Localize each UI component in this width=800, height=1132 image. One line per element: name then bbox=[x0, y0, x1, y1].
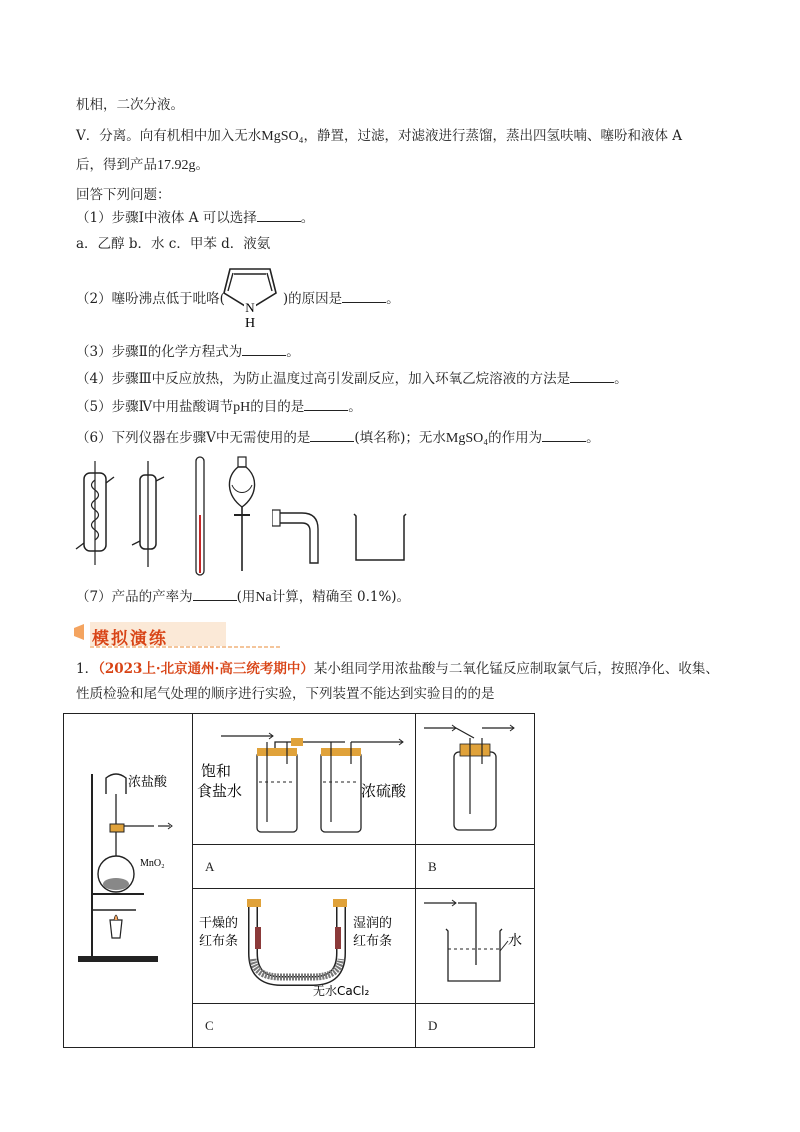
label-wet-1: 湿润的 bbox=[353, 916, 393, 931]
pyrrole-h: H bbox=[244, 316, 256, 329]
adapter-tube-icon bbox=[272, 505, 324, 565]
text-line-3: 后，得到产品17.92g。 bbox=[76, 157, 209, 173]
label-brine-1: 饱和 bbox=[201, 762, 232, 780]
gas-collection-bottle-icon bbox=[416, 714, 534, 840]
apparatus-grid bbox=[63, 713, 535, 1048]
answer-blank[interactable] bbox=[304, 398, 348, 411]
water-absorption-icon bbox=[416, 889, 534, 999]
option-d[interactable]: D bbox=[428, 1018, 438, 1033]
question-7: （7）产品的产率为 (用Na计算，精确至 0.1%)。 bbox=[76, 589, 411, 605]
option-c[interactable]: C bbox=[205, 1018, 214, 1033]
answer-blank[interactable] bbox=[342, 290, 386, 303]
answer-blank[interactable] bbox=[242, 343, 286, 356]
answer-prompt: 回答下列问题： bbox=[76, 187, 171, 203]
chlorine-generator-icon bbox=[64, 714, 192, 1024]
label-hcl: 浓盐酸 bbox=[128, 775, 168, 790]
answer-blank[interactable] bbox=[542, 429, 586, 442]
answer-blank[interactable] bbox=[570, 370, 614, 383]
label-dry-2: 红布条 bbox=[199, 934, 239, 949]
label-cacl2: 无水CaCl₂ bbox=[313, 984, 370, 998]
separatory-funnel-icon bbox=[222, 455, 262, 575]
label-dry-1: 干燥的 bbox=[199, 916, 239, 931]
answer-blank[interactable] bbox=[257, 209, 301, 222]
label-brine-2: 食盐水 bbox=[197, 782, 243, 800]
question-3: （3）步骤Ⅱ的化学方程式为 。 bbox=[76, 344, 300, 360]
text-line-1: 机相，二次分液。 bbox=[76, 97, 184, 113]
label-h2so4: 浓硫酸 bbox=[361, 782, 407, 800]
u-tube-icon bbox=[193, 889, 415, 999]
practice-question-1: 1．（2023上·北京通州·高三统考期中）某小组同学用浓盐酸与二氧化锰反应制取氯气后，按照净化、收集、 性质检验和尾气处理的顺序进行实验，下列装置不能达到实验目的的是 bbox=[76, 661, 719, 702]
allihn-condenser-icon bbox=[70, 455, 120, 575]
question-4: （4）步骤Ⅲ中反应放热，为防止温度过高引发副反应，加入环氧乙烷溶液的方法是 。 bbox=[76, 371, 628, 387]
section-title: 模拟演练 bbox=[92, 629, 168, 649]
pyrrole-n: N bbox=[245, 300, 255, 315]
wash-bottles-icon bbox=[193, 714, 415, 840]
label-mno2: MnO₂ bbox=[140, 858, 165, 869]
answer-blank[interactable] bbox=[193, 588, 237, 601]
label-water: 水 bbox=[508, 933, 522, 949]
pyrrole-structure bbox=[218, 263, 282, 329]
option-a[interactable]: A bbox=[205, 859, 215, 874]
question-5: （5）步骤Ⅳ中用盐酸调节pH的目的是 。 bbox=[76, 399, 362, 415]
question-2: （2）噻吩沸点低于吡咯( )的原因是 。 bbox=[76, 291, 400, 307]
option-b[interactable]: B bbox=[428, 859, 437, 874]
question-1-options: a．乙醇 b．水 c．甲苯 d．液氨 bbox=[76, 236, 271, 252]
text-line-2: V．分离。向有机相中加入无水MgSO₄，静置，过滤，对滤液进行蒸馏，蒸出四氢呋喃、噻吩和液体 A bbox=[76, 128, 683, 144]
straight-condenser-icon bbox=[128, 455, 168, 575]
answer-blank[interactable] bbox=[310, 429, 354, 442]
thermometer-icon bbox=[190, 455, 210, 581]
beaker-icon bbox=[350, 512, 410, 564]
question-1: （1）步骤Ⅰ中液体 A 可以选择 。 bbox=[76, 210, 315, 226]
question-6: （6）下列仪器在步骤Ⅴ中无需使用的是 (填名称)；无水MgSO₄的作用为 。 bbox=[76, 430, 600, 446]
label-wet-2: 红布条 bbox=[353, 934, 393, 949]
